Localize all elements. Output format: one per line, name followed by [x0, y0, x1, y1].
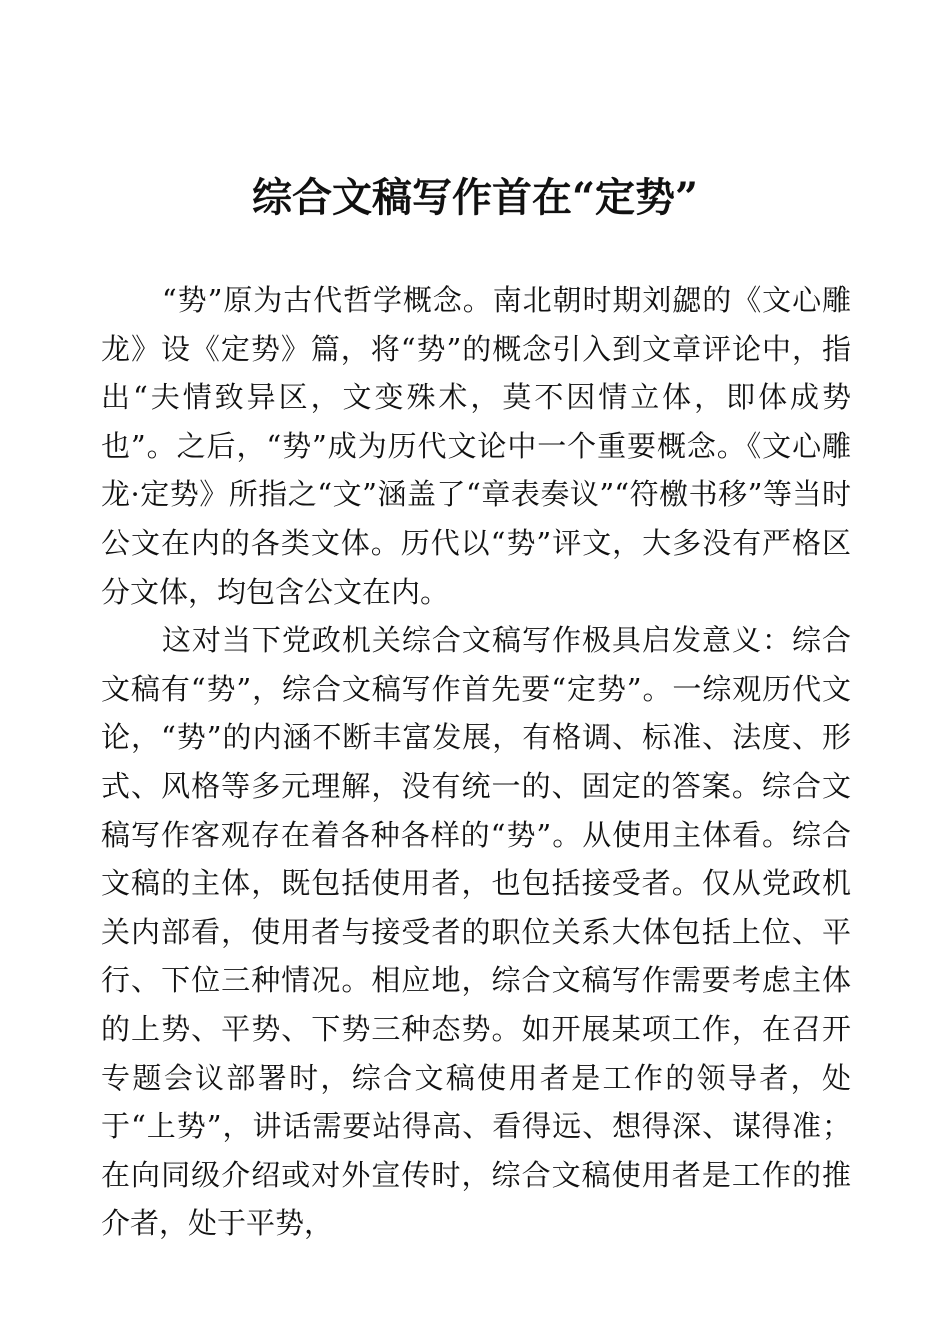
paragraph-2: 这对当下党政机关综合文稿写作极具启发意义：综合文稿有“势”，综合文稿写作首先要“定势”。一综观历代文论，“势”的内涵不断丰富发展，有格调、标准、法度、形式、风格等多元理解，没有统一的、固定的答案。综合文稿写作客观存在着各种各样的“势”。从使用主体看。综合文稿的主体，既包括使用者，也包括接受者。仅从党政机关内部看，使用者与接受者的职位关系大体包括上位、平行、下位三种情况。相应地，综合文稿写作需要考虑主体的上势、平势、下势三种态势。如开展某项工作，在召开专题会议部署时，综合文稿使用者是工作的领导者，处于“上势”，讲话需要站得高、看得远、想得深、谋得准；在向同级介绍或对外宣传时，综合文稿使用者是工作的推介者，处于平势，: [101, 623, 851, 1241]
document-body: [101, 276, 851, 1248]
paragraph-1: “势”原为古代哲学概念。南北朝时期刘勰的《文心雕龙》设《定势》篇，将“势”的概念引入到文章评论中，指出“夫情致异区，文变殊术，莫不因情立体，即体成势也”。之后，“势”成为历代文论中一个重要概念。《文心雕龙·定势》所指之“文”涵盖了“章表奏议”“符檄书移”等当时公文在内的各类文体。历代以“势”评文，大多没有严格区分文体，均包含公文在内。: [101, 283, 851, 609]
document-title: 综合文稿写作首在“定势”: [251, 174, 698, 221]
